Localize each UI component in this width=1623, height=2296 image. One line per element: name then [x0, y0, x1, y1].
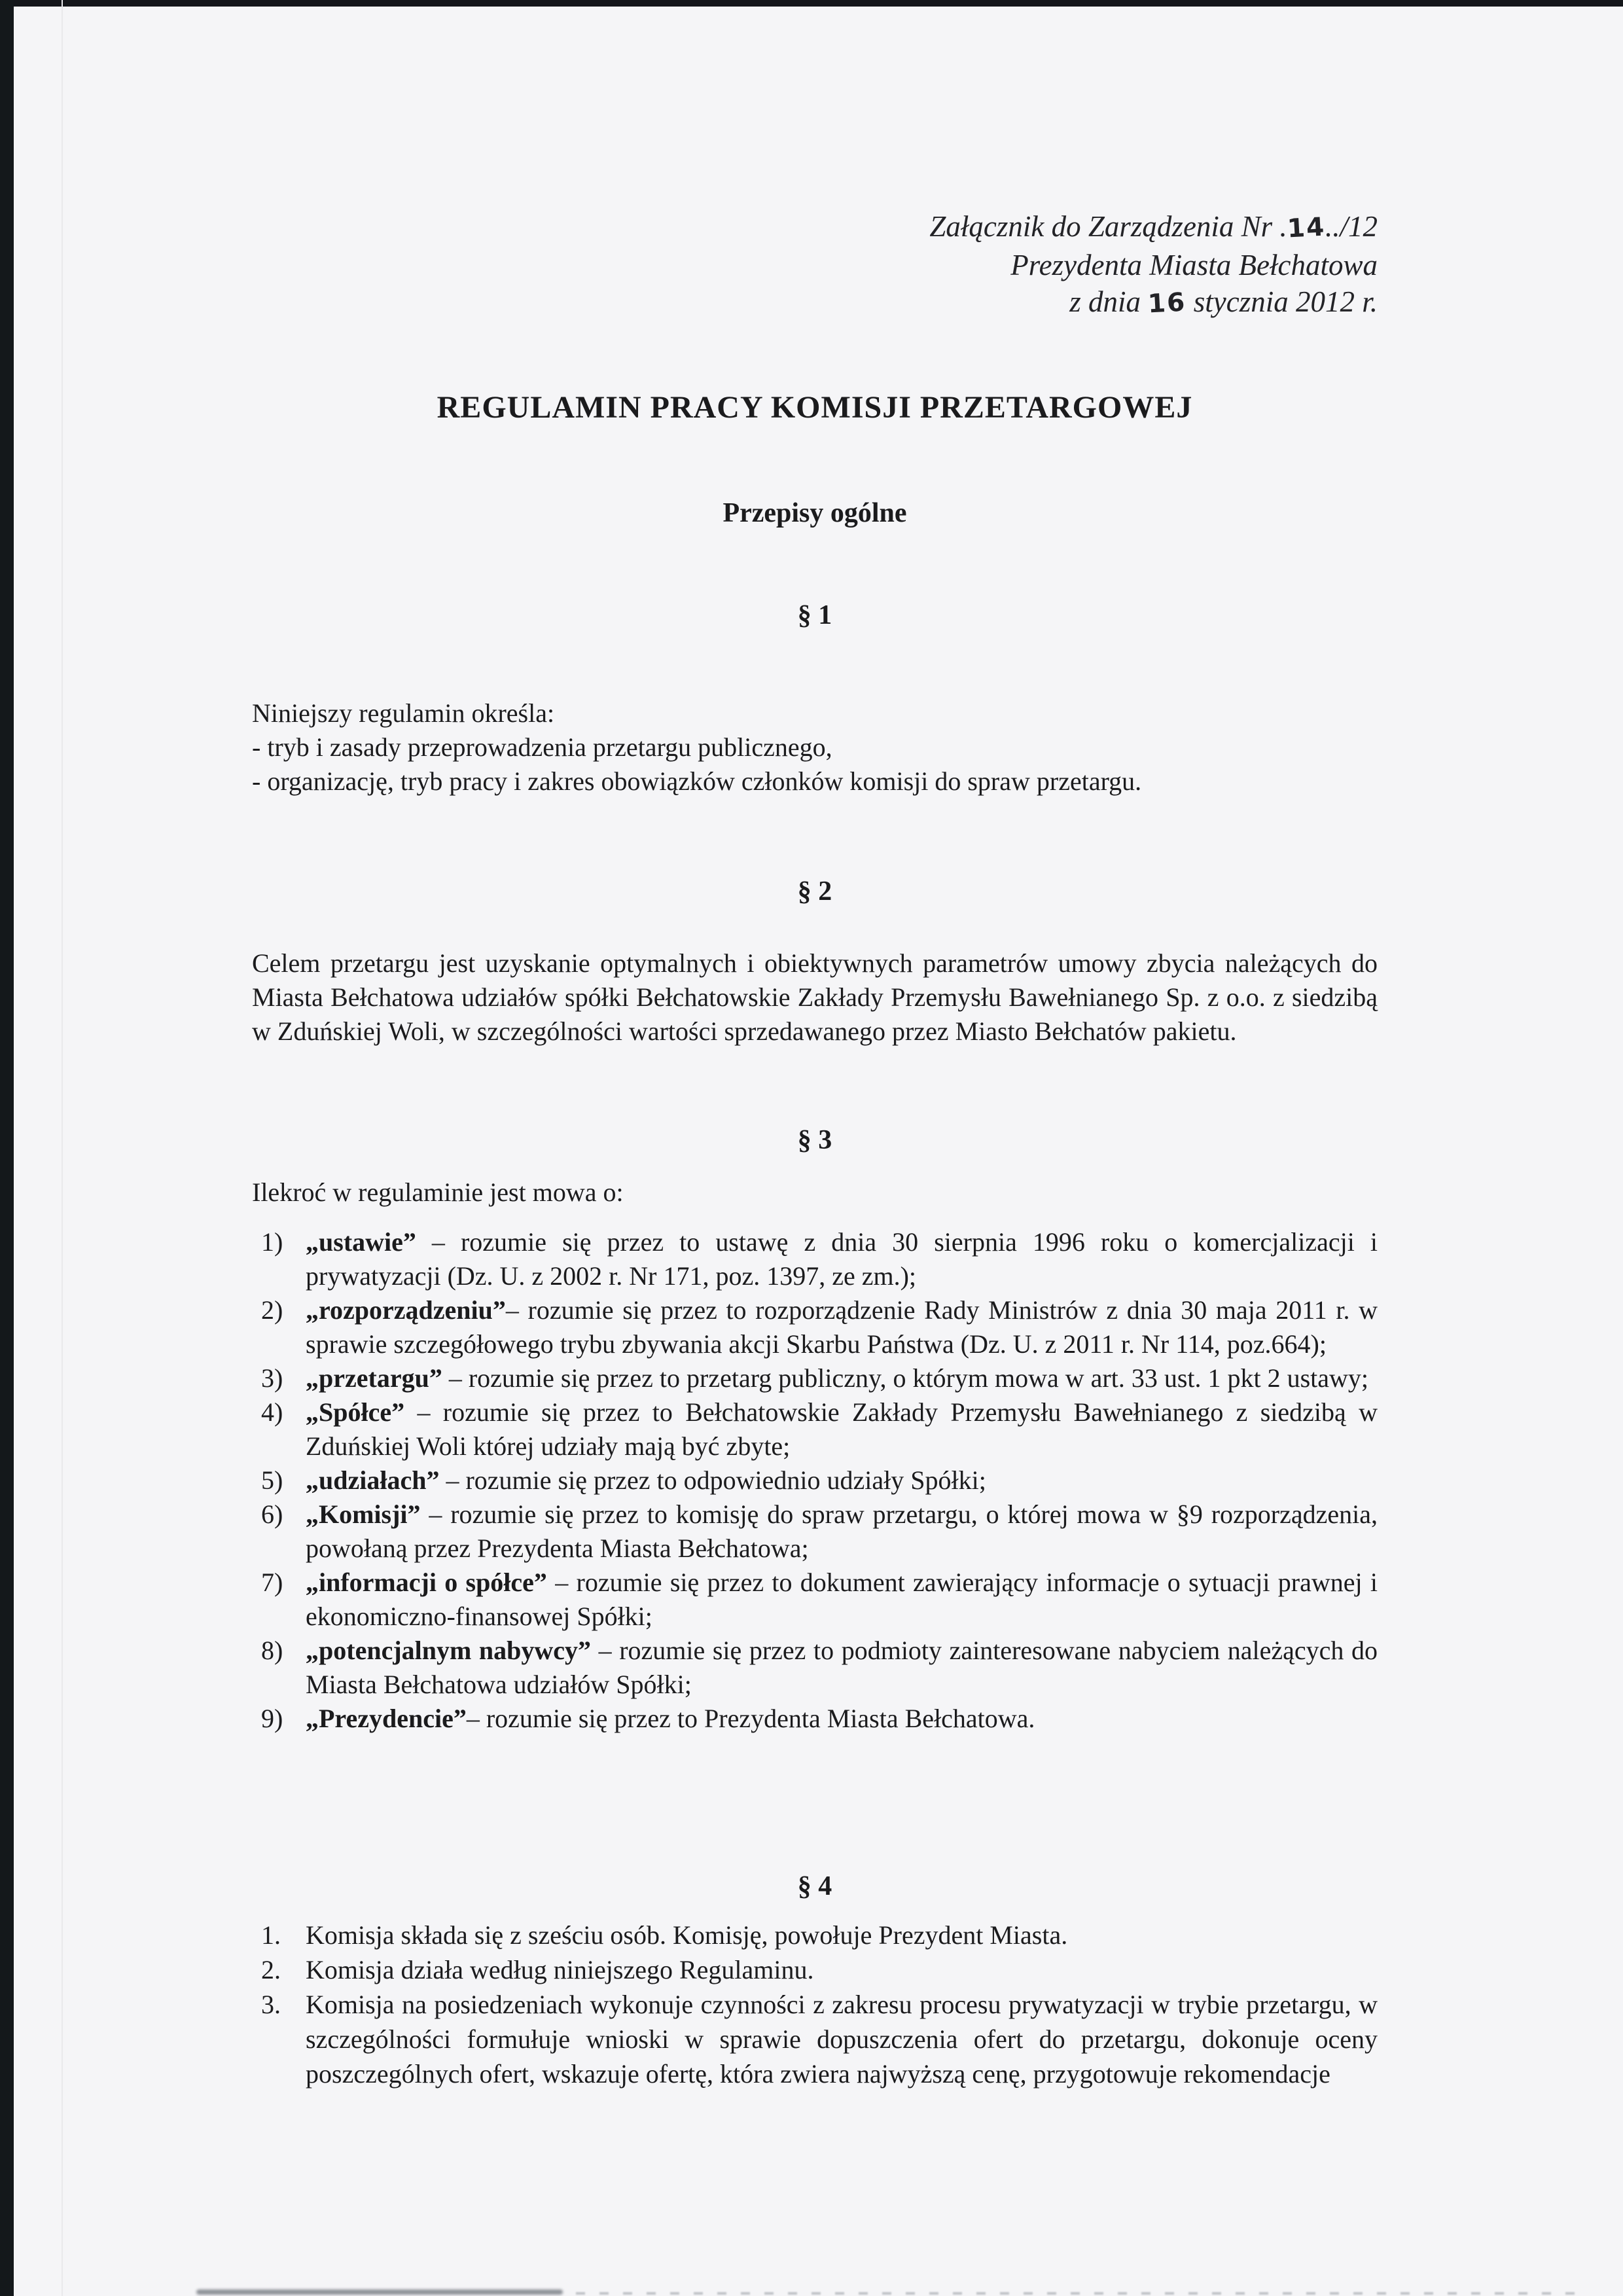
- attachment-note-line3-text: z dnia: [1069, 285, 1149, 318]
- defined-term: „udziałach”: [306, 1465, 440, 1495]
- attachment-note-line3: [252, 283, 1378, 322]
- document-subtitle: Przepisy ogólne: [722, 498, 907, 528]
- definition-text: – rozumie się przez to odpowiednio udziały Spółki;: [439, 1465, 986, 1495]
- definition-text: – rozumie się przez to komisję do spraw przetargu, o której mowa w §9 rozporządzenia, powołaną przez Prezydenta Miasta Bełchatowa;: [306, 1499, 1378, 1563]
- section-4-heading: § 4: [797, 1871, 832, 1901]
- definition-item: [252, 1634, 1378, 1702]
- rule-item: [252, 1952, 1378, 1987]
- definition-text: – rozumie się przez to Bełchatowskie Zakłady Przemysłu Bawełnianego z siedzibą w Zduńskiej Woli której udziały mają być zbyte;: [306, 1397, 1378, 1461]
- defined-term: „informacji o spółce”: [306, 1568, 547, 1597]
- rule-item: [252, 1987, 1378, 2091]
- document-title: REGULAMIN PRACY KOMISJI PRZETARGOWEJ: [437, 390, 1193, 425]
- scan-bottom-smudge: [196, 2289, 563, 2295]
- defined-term: „potencjalnym nabywcy”: [306, 1636, 592, 1665]
- item-number: 5): [261, 1465, 283, 1495]
- defined-term: „rozporządzeniu”: [306, 1295, 506, 1325]
- item-number: 6): [261, 1499, 283, 1529]
- defined-term: „przetargu”: [306, 1363, 442, 1393]
- scan-fold-line: [62, 0, 63, 2296]
- scan-edge-left: [0, 0, 14, 2296]
- item-number: 3.: [261, 1990, 281, 2019]
- definition-item: [252, 1293, 1378, 1361]
- item-number: 7): [261, 1568, 283, 1597]
- section-3-heading: § 3: [797, 1125, 832, 1155]
- section-1-intro: Niniejszy regulamin określa:: [252, 698, 555, 728]
- scan-edge-top: [0, 0, 1623, 7]
- definition-text: – rozumie się przez to Prezydenta Miasta Bełchatowa.: [466, 1704, 1035, 1733]
- defined-term: „ustawie”: [306, 1227, 416, 1257]
- defined-term: „Spółce”: [306, 1397, 405, 1427]
- attachment-note-line3-suffix: stycznia 2012 r.: [1186, 285, 1378, 318]
- definition-text: – rozumie się przez to dokument zawierający informacje o sytuacji prawnej i ekonomiczno-finansowej Spółki;: [306, 1568, 1378, 1631]
- item-number: 1.: [261, 1920, 281, 1950]
- definition-item: [252, 1395, 1378, 1463]
- attachment-note-line2: Prezydenta Miasta Bełchatowa: [1010, 249, 1378, 281]
- scan-bottom-specks: [576, 2292, 1584, 2295]
- section-1-bullet: - organizację, tryb pracy i zakres obowiązków członków komisji do spraw przetargu.: [252, 766, 1142, 796]
- item-number: 2.: [261, 1955, 281, 1984]
- attachment-note: [252, 208, 1378, 322]
- definition-text: – rozumie się przez to przetarg publiczny, o którym mowa w art. 33 ust. 1 pkt 2 ustawy;: [442, 1363, 1369, 1393]
- rule-item: [252, 1918, 1378, 1952]
- rule-text: Komisja na posiedzeniach wykonuje czynności z zakresu procesu prywatyzacji w trybie przetargu, w szczególności formułuje wnioski w sprawie dopuszczenia ofert do przetargu, dokonuje oceny poszczególnych ofert, wskazuje ofertę, która zwiera najwyższą cenę, przygotowuje rekomendacje: [306, 1990, 1378, 2089]
- definition-item: [252, 1361, 1378, 1395]
- attachment-note-line1-text: Załącznik do Zarządzenia Nr .: [929, 210, 1287, 243]
- definition-text: – rozumie się przez to rozporządzenie Rady Ministrów z dnia 30 maja 2011 r. w sprawie szczegółowego trybu zbywania akcji Skarbu Państwa (Dz. U. z 2011 r. Nr 114, poz.664);: [306, 1295, 1378, 1359]
- definition-item: [252, 1225, 1378, 1293]
- definition-item: [252, 1702, 1378, 1736]
- section-3-intro: Ilekroć w regulaminie jest mowa o:: [252, 1177, 624, 1207]
- section-1-bullet: - tryb i zasady przeprowadzenia przetargu publicznego,: [252, 732, 832, 762]
- section-1-heading: § 1: [797, 600, 832, 630]
- attachment-note-line1: [252, 208, 1378, 247]
- definition-item: [252, 1463, 1378, 1498]
- section-2-heading: § 2: [797, 876, 832, 906]
- handwritten-ordinance-number: 14: [1286, 212, 1327, 244]
- definition-item: [252, 1498, 1378, 1566]
- defined-term: „Komisji”: [306, 1499, 421, 1529]
- item-number: 2): [261, 1295, 283, 1325]
- rule-text: Komisja składa się z sześciu osób. Komisję, powołuje Prezydent Miasta.: [306, 1920, 1068, 1950]
- section-1-body: [252, 696, 1378, 798]
- attachment-note-line1-suffix: ../12: [1325, 210, 1378, 243]
- item-number: 8): [261, 1636, 283, 1665]
- definition-text: – rozumie się przez to podmioty zainteresowane nabyciem należących do Miasta Bełchatowa udziałów Spółki;: [306, 1636, 1378, 1699]
- definition-item: [252, 1566, 1378, 1634]
- section-3-definitions-list: [252, 1225, 1378, 1736]
- section-4-list: [252, 1918, 1378, 2091]
- item-number: 4): [261, 1397, 283, 1427]
- defined-term: „Prezydencie”: [306, 1704, 467, 1733]
- item-number: 1): [261, 1227, 283, 1257]
- item-number: 9): [261, 1704, 283, 1733]
- item-number: 3): [261, 1363, 283, 1393]
- handwritten-day-number: 16: [1147, 287, 1187, 319]
- definition-text: – rozumie się przez to ustawę z dnia 30 sierpnia 1996 roku o komercjalizacji i prywatyzacji (Dz. U. z 2002 r. Nr 171, poz. 1397, ze zm.);: [306, 1227, 1378, 1291]
- rule-text: Komisja działa według niniejszego Regulaminu.: [306, 1955, 814, 1984]
- section-2-paragraph: Celem przetargu jest uzyskanie optymalnych i obiektywnych parametrów umowy zbycia należących do Miasta Bełchatowa udziałów spółki Bełchatowskie Zakłady Przemysłu Bawełnianego Sp. z o.o. z siedzibą w Zduńskiej Woli, w szczególności wartości sprzedawanego przez Miasto Bełchatów pakietu.: [252, 948, 1378, 1046]
